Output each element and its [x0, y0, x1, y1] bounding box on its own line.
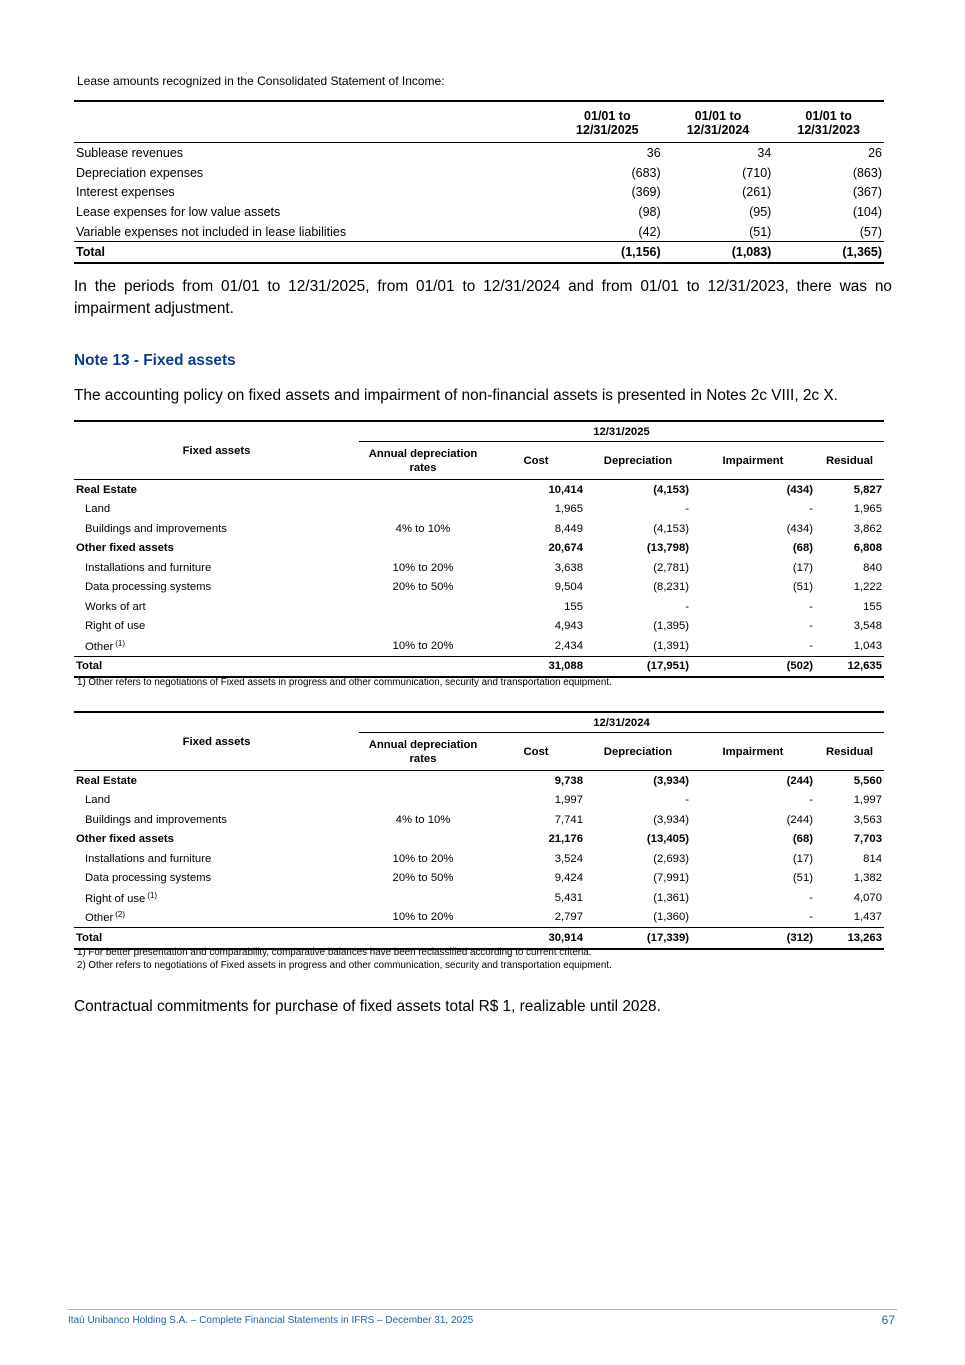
lease-header: 01/01 to 12/31/2023	[773, 101, 884, 143]
table-row: Real Estate 9,738 (3,934) (244) 5,560	[76, 774, 882, 787]
header-rates: Annual depreciation rates	[359, 442, 487, 480]
table-row: Other fixed assets 20,674 (13,798) (68) 6,808	[76, 542, 882, 555]
header-residual: Residual	[815, 442, 884, 480]
total-row: Total (1,156) (1,083) (1,365)	[74, 242, 884, 263]
lease-header-label	[74, 101, 552, 143]
note-title: Note 13 - Fixed assets	[74, 352, 236, 369]
header-cost: Cost	[487, 733, 585, 771]
total-row: Total 31,088 (17,951) (502) 12,635	[74, 656, 884, 677]
fixed-assets-2025-table	[74, 420, 884, 678]
footnotes-2025	[77, 676, 612, 689]
table-row: Depreciation expenses (683) (710) (863)	[76, 165, 882, 180]
table-row: Land 1,997 - - 1,997	[85, 794, 882, 807]
header-impairment: Impairment	[691, 733, 815, 771]
table-row: Installations and furniture 10% to 20% 3,524 (2,693) (17) 814	[85, 852, 882, 865]
table-row: Data processing systems 20% to 50% 9,424 (7,991) (51) 1,382	[85, 872, 882, 885]
impairment-paragraph: In the periods from 01/01 to 12/31/2025, from 01/01 to 12/31/2024 and from 01/01 to 12/31/2023, there was no impairment adjustment.	[74, 278, 892, 317]
table-row: Works of art 155 - - 155	[85, 600, 882, 613]
header-date: 12/31/2025	[359, 421, 884, 442]
table-row: Land 1,965 - - 1,965	[85, 503, 882, 516]
lease-header: 01/01 to 12/31/2025	[552, 101, 663, 143]
table-row: Data processing systems 20% to 50% 9,504 (8,231) (51) 1,222	[85, 581, 882, 594]
table-row: Sublease revenues 36 34 26	[76, 145, 882, 160]
footnote: 2) Other refers to negotiations of Fixed assets in progress and other communication, security and transportation equipment.	[77, 960, 612, 971]
footnote-marker: (1)	[115, 638, 126, 648]
total-row: Total 30,914 (17,339) (312) 13,263	[74, 928, 884, 949]
policy-paragraph: The accounting policy on fixed assets and impairment of non-financial assets is presented in Notes 2c VIII, 2c X.	[74, 387, 838, 404]
footnote: 1) Other refers to negotiations of Fixed assets in progress and other communication, security and transportation equipment.	[77, 677, 612, 688]
header-depreciation: Depreciation	[585, 733, 691, 771]
header-residual: Residual	[815, 733, 884, 771]
table-row: Right of use $^{(1)}$ 5,431 (1,361) - 4,070	[85, 890, 882, 905]
header-fixed-assets: Fixed assets	[74, 712, 359, 771]
lease-header: 01/01 to 12/31/2024	[663, 101, 774, 143]
table-row: Lease expenses for low value assets (98) (95) (104)	[76, 204, 882, 219]
footnote: 1) For better presentation and comparability, comparative balances have been reclassified according to current criteria.	[77, 947, 592, 958]
footer-divider	[68, 1309, 897, 1310]
header-fixed-assets: Fixed assets	[74, 421, 359, 480]
header-impairment: Impairment	[691, 442, 815, 480]
table-row: Buildings and improvements 4% to 10% 8,449 (4,153) (434) 3,862	[85, 522, 882, 535]
footnote-marker: (1)	[147, 890, 158, 900]
table-row: Other $^{(1)}$ 10% to 20% 2,434 (1,391) - 1,043	[85, 638, 882, 653]
table-row: Other $^{(2)}$ 10% to 20% 2,797 (1,360) - 1,437	[85, 910, 882, 925]
lease-table	[74, 100, 884, 264]
table-row: Interest expenses (369) (261) (367)	[76, 185, 882, 200]
page-number: 67	[881, 1313, 895, 1327]
table-row: Other fixed assets 21,176 (13,405) (68) 7,703	[76, 833, 882, 846]
header-date: 12/31/2024	[359, 712, 884, 733]
lease-intro: Lease amounts recognized in the Consolidated Statement of Income:	[77, 74, 445, 88]
table-row: Right of use 4,943 (1,395) - 3,548	[85, 620, 882, 633]
table-row: Installations and furniture 10% to 20% 3,638 (2,781) (17) 840	[85, 561, 882, 574]
footer-text: Itaú Unibanco Holding S.A. – Complete Financial Statements in IFRS – December 31, 2025	[68, 1315, 474, 1326]
footnotes-2024	[77, 946, 612, 972]
table-row: Variable expenses not included in lease liabilities (42) (51) (57)	[76, 224, 882, 239]
header-depreciation: Depreciation	[585, 442, 691, 480]
fixed-assets-2024-table	[74, 711, 884, 950]
header-rates: Annual depreciation rates	[359, 733, 487, 771]
footnote-marker: (2)	[115, 910, 126, 920]
commitments-paragraph: Contractual commitments for purchase of fixed assets total R$ 1, realizable until 2028.	[74, 998, 661, 1015]
header-cost: Cost	[487, 442, 585, 480]
table-row: Real Estate 10,414 (4,153) (434) 5,827	[76, 483, 882, 496]
table-row: Buildings and improvements 4% to 10% 7,741 (3,934) (244) 3,563	[85, 813, 882, 826]
